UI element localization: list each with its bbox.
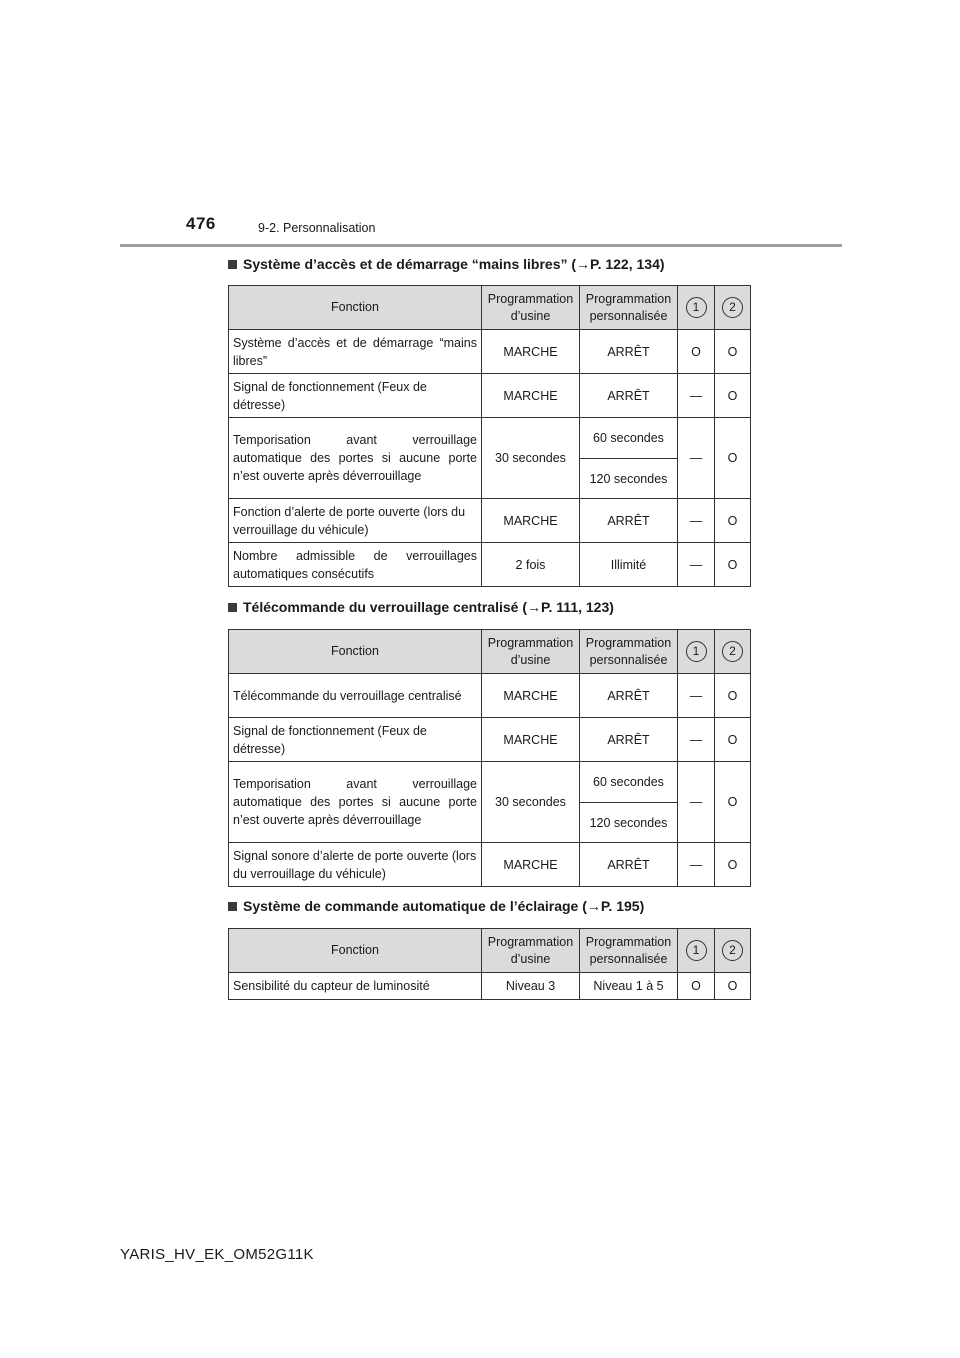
factory-cell: MARCHE: [482, 674, 580, 718]
custom-cell: ARRÊT: [580, 718, 678, 762]
col1-cell: O: [678, 330, 715, 374]
function-cell: Télécommande du verrouillage centralisé: [229, 674, 482, 718]
footer-code: YARIS_HV_EK_OM52G11K: [120, 1246, 314, 1263]
square-bullet-icon: [228, 603, 237, 612]
column-header-function: Fonction: [229, 929, 482, 973]
col1-cell: —: [678, 718, 715, 762]
column-header-2: [715, 286, 751, 330]
custom-cell: ARRÊT: [580, 499, 678, 543]
col2-cell: O: [715, 330, 751, 374]
table-row: [229, 418, 751, 459]
col2-cell: O: [715, 973, 751, 1000]
col1-cell: —: [678, 674, 715, 718]
col2-cell: O: [715, 718, 751, 762]
factory-cell: MARCHE: [482, 374, 580, 418]
circled-2-icon: 2: [722, 297, 743, 318]
col1-cell: O: [678, 973, 715, 1000]
table-row: [229, 674, 751, 718]
section-heading-text: Système d’accès et de démarrage “mains libres” (→P. 122, 134): [243, 256, 665, 272]
column-header-2: [715, 630, 751, 674]
factory-cell: 30 secondes: [482, 762, 580, 843]
col1-cell: —: [678, 499, 715, 543]
settings-table-keyless: [228, 285, 751, 587]
circled-2-icon: 2: [722, 641, 743, 662]
col2-cell: O: [715, 762, 751, 843]
table-row: [229, 543, 751, 587]
section-heading-keyless: [228, 256, 665, 272]
column-header-custom: Programmation personnalisée: [580, 929, 678, 973]
custom-cell: 60 secondes: [580, 418, 678, 459]
table-row: [229, 762, 751, 803]
table-header-row: [229, 929, 751, 973]
function-cell: Signal sonore d’alerte de porte ouverte (lors du verrouillage du véhicule): [229, 843, 482, 887]
table-header-row: [229, 286, 751, 330]
column-header-function: Fonction: [229, 630, 482, 674]
table-row: [229, 843, 751, 887]
col2-cell: O: [715, 543, 751, 587]
col2-cell: O: [715, 374, 751, 418]
column-header-1: [678, 630, 715, 674]
circled-1-icon: 1: [686, 940, 707, 961]
factory-cell: MARCHE: [482, 330, 580, 374]
factory-cell: MARCHE: [482, 843, 580, 887]
function-cell: Fonction d’alerte de porte ouverte (lors du verrouillage du véhicule): [229, 499, 482, 543]
section-heading-lighting: [228, 898, 644, 914]
col2-cell: O: [715, 418, 751, 499]
circled-2-icon: 2: [722, 940, 743, 961]
col1-cell: —: [678, 762, 715, 843]
section-heading-text: Télécommande du verrouillage centralisé (→P. 111, 123): [243, 599, 614, 615]
factory-cell: Niveau 3: [482, 973, 580, 1000]
page-number: 476: [186, 214, 216, 233]
header-rule: [120, 244, 842, 247]
function-cell: Temporisation avant verrouillage automatique des portes si aucune porte n’est ouverte après déverrouillage: [229, 418, 482, 499]
function-cell: Signal de fonctionnement (Feux de détresse): [229, 718, 482, 762]
column-header-1: [678, 929, 715, 973]
table-row: [229, 330, 751, 374]
column-header-factory: Programmation d’usine: [482, 286, 580, 330]
table-row: [229, 973, 751, 1000]
custom-cell: Illimité: [580, 543, 678, 587]
circled-1-icon: 1: [686, 641, 707, 662]
custom-cell: ARRÊT: [580, 374, 678, 418]
table-row: [229, 499, 751, 543]
custom-cell: ARRÊT: [580, 843, 678, 887]
column-header-1: [678, 286, 715, 330]
col1-cell: —: [678, 543, 715, 587]
section-heading-text: Système de commande automatique de l’éclairage (→P. 195): [243, 898, 645, 914]
custom-cell: Niveau 1 à 5: [580, 973, 678, 1000]
custom-cell-alt: 120 secondes: [580, 459, 678, 499]
function-cell: Signal de fonctionnement (Feux de détresse): [229, 374, 482, 418]
factory-cell: 2 fois: [482, 543, 580, 587]
table-row: [229, 374, 751, 418]
col2-cell: O: [715, 843, 751, 887]
function-cell: Nombre admissible de verrouillages automatiques consécutifs: [229, 543, 482, 587]
function-cell: Temporisation avant verrouillage automatique des portes si aucune porte n’est ouverte après déverrouillage: [229, 762, 482, 843]
function-cell: Sensibilité du capteur de luminosité: [229, 973, 482, 1000]
column-header-factory: Programmation d’usine: [482, 630, 580, 674]
section-label: 9-2. Personnalisation: [258, 221, 376, 235]
factory-cell: MARCHE: [482, 499, 580, 543]
square-bullet-icon: [228, 260, 237, 269]
settings-table-remote: [228, 629, 751, 887]
table-header-row: [229, 630, 751, 674]
section-heading-remote: [228, 599, 614, 615]
col1-cell: —: [678, 843, 715, 887]
custom-cell: ARRÊT: [580, 674, 678, 718]
factory-cell: 30 secondes: [482, 418, 580, 499]
col1-cell: —: [678, 418, 715, 499]
table-row: [229, 718, 751, 762]
column-header-custom: Programmation personnalisée: [580, 630, 678, 674]
settings-table-lighting: [228, 928, 751, 1000]
factory-cell: MARCHE: [482, 718, 580, 762]
square-bullet-icon: [228, 902, 237, 911]
col2-cell: O: [715, 674, 751, 718]
custom-cell: 60 secondes: [580, 762, 678, 803]
column-header-custom: Programmation personnalisée: [580, 286, 678, 330]
custom-cell-alt: 120 secondes: [580, 803, 678, 843]
function-cell: Système d’accès et de démarrage “mains libres”: [229, 330, 482, 374]
col1-cell: —: [678, 374, 715, 418]
column-header-factory: Programmation d’usine: [482, 929, 580, 973]
column-header-2: [715, 929, 751, 973]
column-header-function: Fonction: [229, 286, 482, 330]
custom-cell: ARRÊT: [580, 330, 678, 374]
col2-cell: O: [715, 499, 751, 543]
circled-1-icon: 1: [686, 297, 707, 318]
